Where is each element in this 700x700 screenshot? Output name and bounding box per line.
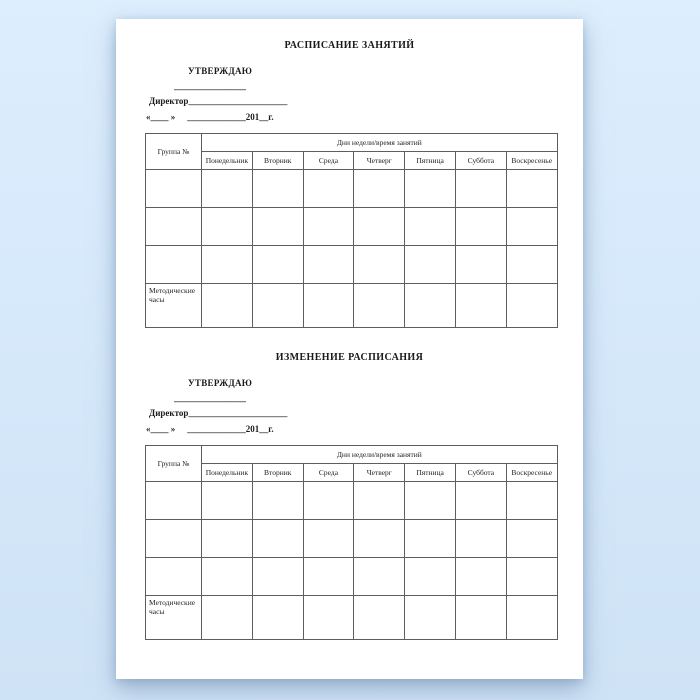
day-header-tuesday: Вторник: [252, 152, 303, 170]
date-month-blank: _____________: [187, 424, 246, 434]
days-group-header: Дни недели/время занятий: [202, 134, 558, 152]
schedule-cell: [303, 482, 354, 520]
schedule-cell: [202, 558, 253, 596]
schedule-cell: [252, 208, 303, 246]
group-cell: [146, 558, 202, 596]
schedule-cell: [202, 482, 253, 520]
day-header-thursday: Четверг: [354, 464, 405, 482]
day-header-monday: Понедельник: [202, 464, 253, 482]
date-year-blank: 201__г.: [245, 112, 274, 122]
schedule-cell: [405, 596, 456, 640]
schedule-cell: [455, 284, 506, 328]
schedule-cell: [354, 520, 405, 558]
day-header-tuesday: Вторник: [252, 464, 303, 482]
director-blank-line: Директор______________________: [149, 408, 288, 418]
schedule-cell: [506, 558, 557, 596]
schedule-cell: [202, 246, 253, 284]
schedule-cell: [303, 246, 354, 284]
day-header-sunday: Воскресенье: [506, 152, 557, 170]
schedule-cell: [252, 170, 303, 208]
approve-label: УТВЕРЖДАЮ: [188, 378, 253, 388]
schedule-cell: [506, 170, 557, 208]
day-header-wednesday: Среда: [303, 152, 354, 170]
schedule-table-2: [145, 445, 558, 640]
schedule-cell: [455, 482, 506, 520]
table-row: [146, 170, 558, 208]
date-day-blank: «____ »: [146, 424, 176, 434]
schedule-cell: [405, 520, 456, 558]
schedule-cell: [354, 482, 405, 520]
group-cell: [146, 520, 202, 558]
day-header-saturday: Суббота: [455, 152, 506, 170]
schedule-cell: [506, 208, 557, 246]
date-blank-line: [146, 423, 583, 435]
schedule-cell: [354, 596, 405, 640]
schedule-cell: [455, 246, 506, 284]
schedule-cell: [303, 520, 354, 558]
schedule-cell: [354, 284, 405, 328]
day-header-friday: Пятница: [405, 464, 456, 482]
schedule-cell: [354, 246, 405, 284]
schedule-cell: [202, 208, 253, 246]
table-header-row-top: [146, 446, 558, 464]
schedule-cell: [506, 246, 557, 284]
methodical-hours-label: Методические часы: [146, 596, 202, 640]
table-header-row-days: [146, 464, 558, 482]
signature-blank-line: ________________: [174, 81, 246, 91]
table-row: [146, 520, 558, 558]
day-header-friday: Пятница: [405, 152, 456, 170]
group-cell: [146, 482, 202, 520]
date-blank-line: [146, 111, 583, 123]
schedule-cell: [405, 558, 456, 596]
day-header-thursday: Четверг: [354, 152, 405, 170]
group-number-header: Группа №: [146, 134, 202, 170]
schedule-cell: [405, 170, 456, 208]
schedule-cell: [506, 596, 557, 640]
schedule-cell: [354, 558, 405, 596]
page-title: РАСПИСАНИЕ ЗАНЯТИЙ: [284, 40, 415, 51]
group-cell: [146, 246, 202, 284]
schedule-cell: [506, 482, 557, 520]
group-number-header: Группа №: [146, 446, 202, 482]
table-header-row-top: [146, 134, 558, 152]
schedule-cell: [455, 170, 506, 208]
date-month-blank: _____________: [187, 112, 246, 122]
schedule-cell: [405, 208, 456, 246]
schedule-cell: [354, 208, 405, 246]
document-page: [116, 19, 583, 679]
schedule-cell: [303, 596, 354, 640]
schedule-cell: [252, 558, 303, 596]
schedule-cell: [202, 520, 253, 558]
day-header-monday: Понедельник: [202, 152, 253, 170]
schedule-cell: [506, 520, 557, 558]
table-row: [146, 246, 558, 284]
schedule-cell: [252, 596, 303, 640]
section-schedule: [116, 19, 583, 328]
schedule-cell: [455, 208, 506, 246]
schedule-cell: [455, 596, 506, 640]
group-cell: [146, 208, 202, 246]
approval-block: [116, 378, 583, 435]
methodical-hours-row: [146, 596, 558, 640]
schedule-cell: [405, 246, 456, 284]
schedule-cell: [202, 596, 253, 640]
day-header-saturday: Суббота: [455, 464, 506, 482]
methodical-hours-label: Методические часы: [146, 284, 202, 328]
schedule-cell: [303, 208, 354, 246]
day-header-wednesday: Среда: [303, 464, 354, 482]
table-row: [146, 482, 558, 520]
table-row: [146, 558, 558, 596]
schedule-cell: [303, 170, 354, 208]
schedule-cell: [405, 482, 456, 520]
schedule-cell: [405, 284, 456, 328]
signature-blank-line: ________________: [174, 393, 246, 403]
day-header-sunday: Воскресенье: [506, 464, 557, 482]
date-year-blank: 201__г.: [245, 424, 274, 434]
schedule-cell: [252, 520, 303, 558]
approval-block: [116, 66, 583, 123]
schedule-cell: [506, 284, 557, 328]
group-cell: [146, 170, 202, 208]
date-day-blank: «____ »: [146, 112, 176, 122]
schedule-cell: [354, 170, 405, 208]
table-row: [146, 208, 558, 246]
schedule-cell: [252, 284, 303, 328]
approve-label: УТВЕРЖДАЮ: [188, 66, 253, 76]
table-header-row-days: [146, 152, 558, 170]
schedule-cell: [202, 284, 253, 328]
days-group-header: Дни недели/время занятий: [202, 446, 558, 464]
schedule-cell: [303, 558, 354, 596]
section-schedule-change: [116, 328, 583, 640]
schedule-cell: [252, 246, 303, 284]
schedule-cell: [303, 284, 354, 328]
methodical-hours-row: [146, 284, 558, 328]
page-title-2: ИЗМЕНЕНИЕ РАСПИСАНИЯ: [275, 352, 424, 363]
schedule-cell: [455, 558, 506, 596]
director-blank-line: Директор______________________: [149, 96, 288, 106]
schedule-cell: [455, 520, 506, 558]
schedule-table-1: [145, 133, 558, 328]
schedule-cell: [252, 482, 303, 520]
schedule-cell: [202, 170, 253, 208]
